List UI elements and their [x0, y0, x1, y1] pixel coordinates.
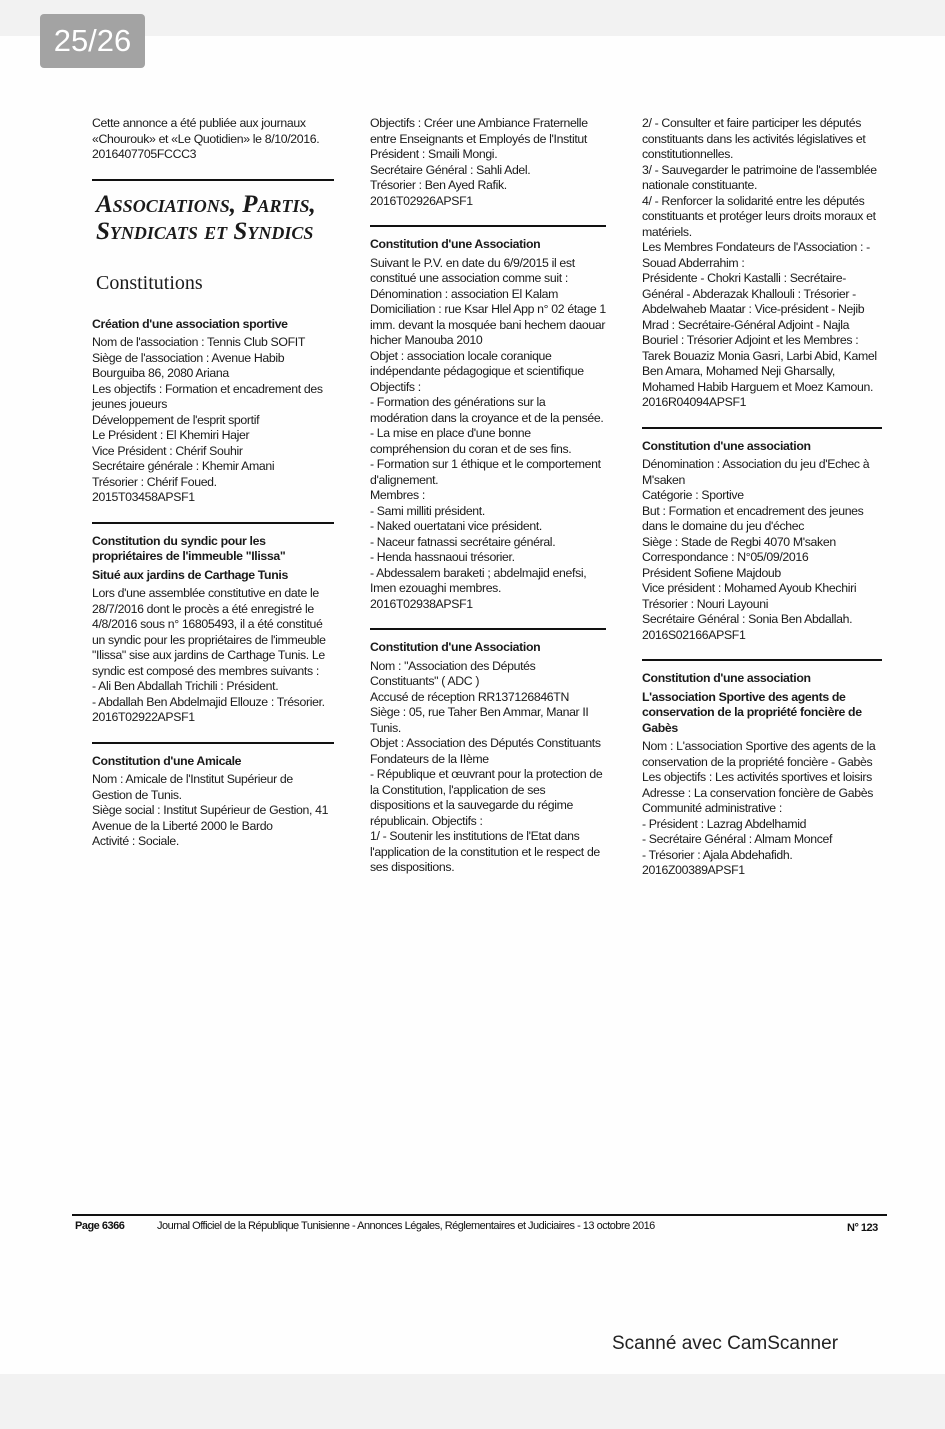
paragraph: Activité : Sociale. — [92, 834, 179, 848]
paragraph: Catégorie : Sportive — [642, 488, 744, 502]
paragraph: Siège : Stade de Regbi 4070 M'saken — [642, 534, 836, 549]
camscanner-watermark: Scanné avec CamScanner — [612, 1333, 839, 1354]
section-heading: Création d'une association sportive — [92, 316, 288, 331]
paragraph: - Henda hassnaoui trésorier. — [370, 550, 515, 564]
paragraph: Adresse : La conservation foncière de Gabès — [642, 785, 874, 800]
divider — [92, 742, 334, 744]
paragraph: Mrad : Secrétaire-Général Adjoint - Najla Bouriel : Trésorier Adjoint et les Membres : Tarek Bouaziz Monia Gasri, Larbi Abid, Kamel Ben Amara, Mohamed Neji Gharsally, Mohamed Habib Harguem et Moez Kamoun. — [642, 317, 877, 394]
paragraph: Domiciliation : rue Ksar Hlel App n° 02 étage 1 imm. devant la mosquée bani hechem daouar hicher Manouba 2010 — [370, 302, 606, 347]
paragraph: Siège : 05, rue Taher Ben Ammar, Manar II Tunis. — [370, 705, 589, 735]
section-heading: Constitution d'une association — [642, 671, 811, 685]
paragraph: 4/ - Renforcer la solidarité entre les députés constituants et protéger leurs droits moraux et matériels. — [642, 193, 876, 239]
paragraph: Communité administrative : — [642, 801, 782, 815]
section-heading: Constitution d'une association — [642, 438, 811, 453]
paragraph: - Abdallah Ben Abdelmajid Ellouze : Trésorier. — [92, 694, 325, 709]
paragraph: - Sami milliti président. — [370, 503, 485, 518]
paragraph: Siège social : Institut Supérieur de Gestion, 41 Avenue de la Liberté 2000 le Bardo — [92, 803, 329, 833]
reference-code: 2016S02166APSF1 — [642, 627, 746, 642]
paragraph: Objet : Association des Députés Constituants Fondateurs de la IIème — [370, 736, 601, 766]
paragraph: 3/ - Sauvegarder le patrimoine de l'assemblée nationale constituante. — [642, 162, 877, 192]
divider — [370, 628, 606, 630]
divider — [642, 659, 882, 661]
paragraph: Objet : association locale coranique indépendante pédagogique et scientifique — [370, 348, 584, 378]
footer-page-number: Page 6366 — [75, 1220, 125, 1232]
paragraph: Lors d'une assemblée constitutive en date le 28/7/2016 dont le procès a été enregistré le 4/8/2016 sous n° 16805493, il a été constitué un syndic pour les propriétaires de l'immeuble "Ilissa" sise aux jardins de Carthage Tunis. Le syndic est composé des membres suivants : — [92, 586, 326, 678]
paragraph: Dénomination : association El Kalam — [370, 286, 559, 301]
paragraph: Objectifs : Créer une Ambiance Fraternelle entre Enseignants et Employés de l'Institut — [370, 116, 588, 146]
column-2 — [370, 116, 606, 876]
paragraph: - Président : Lazrag Abdelhamid — [642, 816, 807, 831]
footer-issue-number: N° 123 — [847, 1222, 878, 1234]
reference-code: 2016T02922APSF1 — [92, 710, 195, 724]
paragraph: Président Sofiene Majdoub — [642, 565, 781, 580]
paragraph: - Trésorier : Ajala Abdehafidh. — [642, 847, 793, 862]
paragraph: Nom de l'association : Tennis Club SOFIT — [92, 335, 305, 349]
paragraph: - Naked ouertatani vice président. — [370, 519, 542, 533]
paragraph: Secrétaire générale : Khemir Amani — [92, 459, 275, 473]
paragraph: - La mise en place d'une bonne compréhension du coran et de ses fins. — [370, 426, 572, 456]
paragraph: Présidente - Chokri Kastalli : Secrétaire-Général - Abderazak Khallouli : Trésorier - Abdelwaheb Maatar : Vice-président - Nejib — [642, 271, 865, 316]
subsection-title: Constitutions — [96, 271, 203, 294]
footer-divider — [72, 1214, 887, 1216]
paragraph: - République et œuvrant pour la protection de la Constitution, l'application de ses dispositions et la sauvegarde du régime républicain. Objectifs : — [370, 767, 603, 828]
divider — [370, 225, 606, 227]
paragraph: - Abdessalem baraketi ; abdelmajid enefsi, Imen ezouaghi membres. — [370, 565, 587, 595]
paragraph: - Formation des générations sur la modération dans la croyance et de la pensée. — [370, 395, 604, 425]
paragraph: Développement de l'esprit sportif — [92, 412, 260, 427]
column-3 — [642, 116, 882, 883]
divider — [92, 522, 334, 524]
paragraph: Secrétaire Général : Sonia Ben Abdallah. — [642, 612, 853, 626]
section-heading: Constitution d'une Association — [370, 237, 541, 251]
paragraph: Nom : Amicale de l'Institut Supérieur de Gestion de Tunis. — [92, 772, 293, 802]
paragraph: Trésorier : Ben Ayed Rafik. — [370, 178, 507, 192]
paragraph: Vice président : Mohamed Ayoub Khechiri — [642, 581, 857, 595]
reference-code: 2016T02926APSF1 — [370, 193, 473, 208]
reference-code: 2016T02938APSF1 — [370, 596, 473, 611]
reference-code: 2016407705FCCC3 — [92, 147, 197, 161]
paragraph: - Secrétaire Général : Almam Moncef — [642, 832, 833, 846]
paragraph: Les objectifs : Formation et encadrement des jeunes joueurs — [92, 381, 323, 411]
paragraph: - Formation sur 1 éthique et le comportement d'alignement. — [370, 457, 601, 487]
paragraph: Nom : "Association des Députés Constituants" ( ADC ) — [370, 658, 536, 688]
paragraph: Secrétaire Général : Sahli Adel. — [370, 162, 531, 177]
paragraph: 1/ - Soutenir les institutions de l'Etat dans l'application de la constitution et le respect de ses dispositions. — [370, 829, 600, 874]
paragraph: Président : Smaili Mongi. — [370, 147, 498, 161]
section-heading: Constitution du syndic pour les propriétaires de l'immeuble "Ilissa" — [92, 533, 286, 563]
paragraph: Accusé de réception RR137126846TN — [370, 689, 569, 704]
column-1 — [92, 116, 334, 850]
paragraph: Le Président : El Khemiri Hajer — [92, 428, 250, 442]
section-title: Associations, Partis, Syndicats et Syndics — [96, 190, 316, 245]
reference-code: 2015T03458APSF1 — [92, 490, 195, 504]
paragraph: But : Formation et encadrement des jeunes dans le domaine du jeu d'échec — [642, 503, 864, 533]
paragraph: Trésorier : Chérif Foued. — [92, 474, 217, 489]
paragraph: Les Membres Fondateurs de l'Association : - Souad Abderrahim : — [642, 240, 870, 270]
paragraph: Vice Président : Chérif Souhir — [92, 443, 243, 458]
paragraph: Trésorier : Nouri Layouni — [642, 596, 769, 611]
reference-code: 2016R04094APSF1 — [642, 395, 747, 409]
page-counter-badge: 25/26 — [40, 14, 145, 68]
section-heading: L'association Sportive des agents de conservation de la propriété foncière de Gabès — [642, 689, 862, 735]
paragraph: - Naceur fatnassi secrétaire général. — [370, 534, 556, 549]
section-heading: Constitution d'une Association — [370, 640, 541, 654]
section-heading: Situé aux jardins de Carthage Tunis — [92, 567, 288, 582]
paragraph: Cette annonce a été publiée aux journaux «Chourouk» et «Le Quotidien» le 8/10/2016. — [92, 116, 320, 146]
divider — [92, 179, 334, 181]
divider — [642, 427, 882, 429]
paragraph: Nom : L'association Sportive des agents de la conservation de la propriété foncière - Gabès — [642, 739, 876, 769]
paragraph: Objectifs : — [370, 379, 421, 394]
paragraph: Dénomination : Association du jeu d'Echec à M'saken — [642, 457, 870, 487]
paragraph: - Ali Ben Abdallah Trichili : Président. — [92, 679, 279, 693]
reference-code: 2016Z00389APSF1 — [642, 863, 745, 877]
paragraph: 2/ - Consulter et faire participer les députés constituants dans les activités législatives et constitutionnelles. — [642, 116, 866, 161]
paragraph: Membres : — [370, 488, 425, 502]
paragraph: Correspondance : N°05/09/2016 — [642, 550, 809, 564]
paragraph: Siège de l'association : Avenue Habib Bourguiba 86, 2080 Ariana — [92, 350, 285, 380]
footer-journal-title: Journal Officiel de la République Tunisienne - Annonces Légales, Réglementaires et Judiciaires - 13 octobre 2016 — [157, 1220, 655, 1232]
section-heading: Constitution d'une Amicale — [92, 753, 242, 768]
paragraph: Les objectifs : Les activités sportives et loisirs — [642, 770, 872, 784]
paragraph: Suivant le P.V. en date du 6/9/2015 il est constitué une association comme suit : — [370, 255, 575, 285]
